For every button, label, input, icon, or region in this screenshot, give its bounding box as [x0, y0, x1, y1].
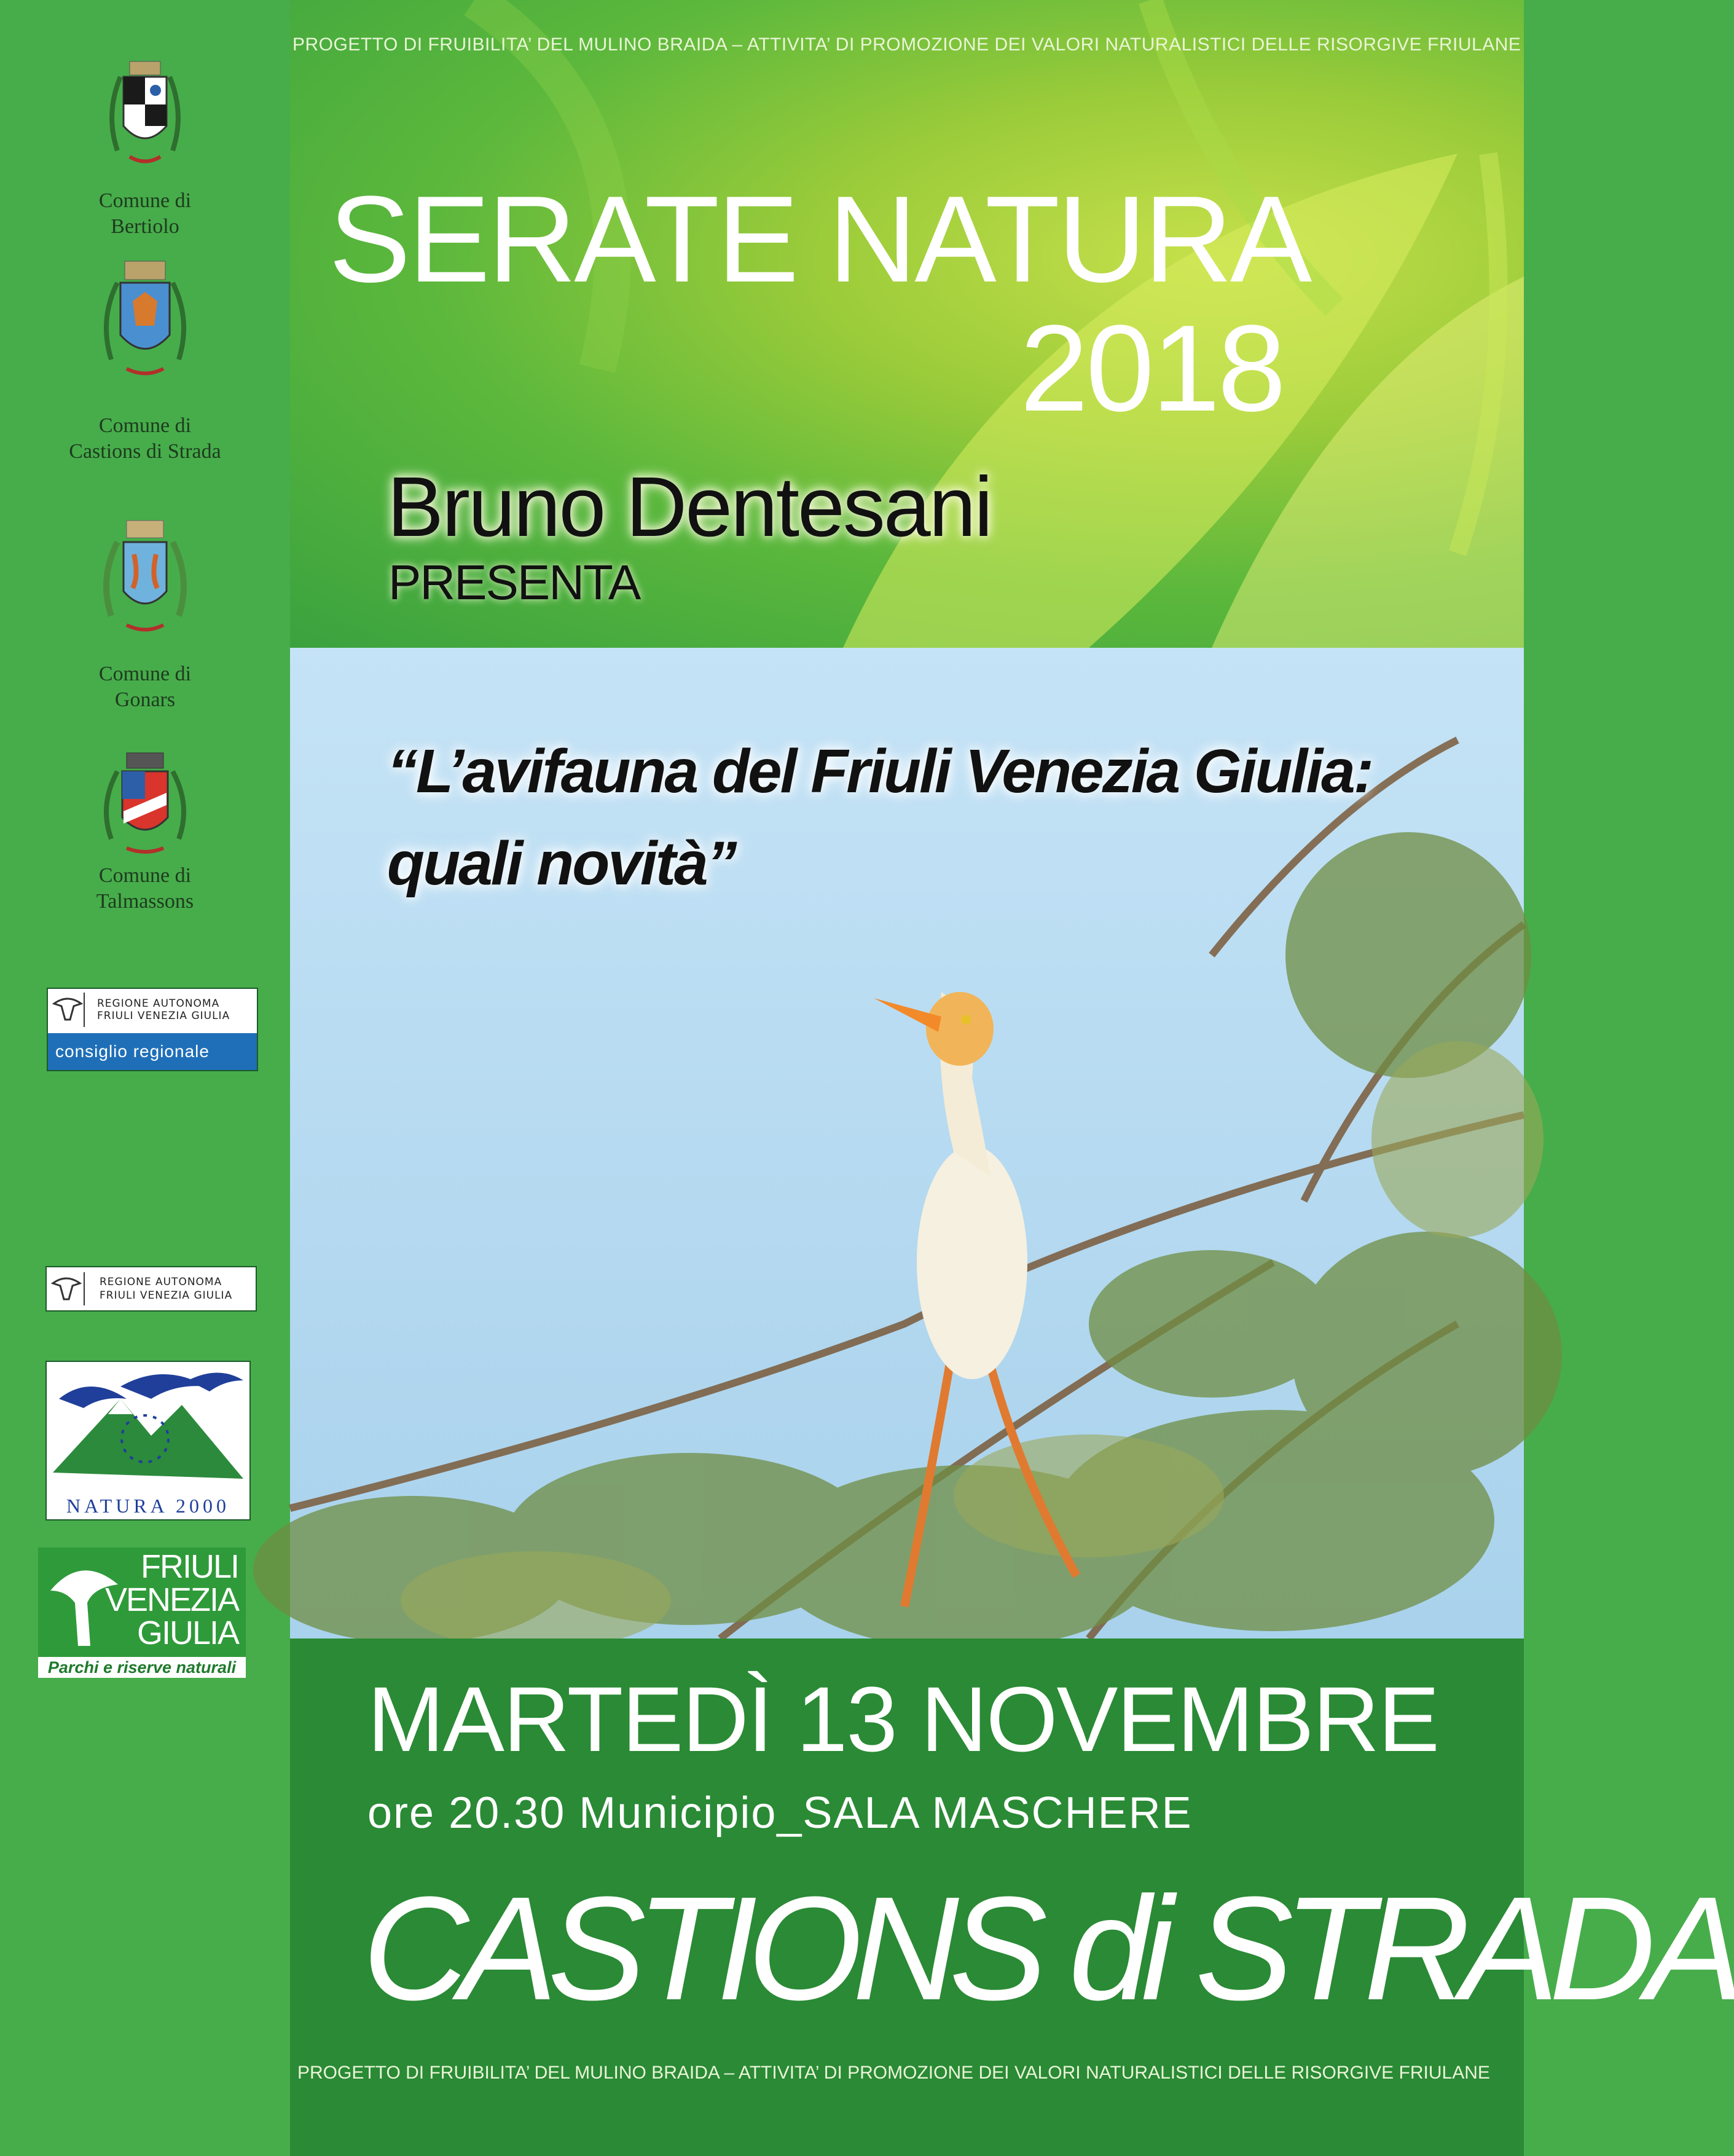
- bertiolo-crest-icon: [105, 58, 185, 175]
- consiglio-regionale-logo: [47, 988, 258, 1071]
- talk-title-line2: quali novità”: [387, 829, 736, 898]
- project-line-bottom: PROGETTO DI FRUIBILITA’ DEL MULINO BRAIDA – ATTIVITA’ DI PROMOZIONE DEI VALORI NATURALISTICI DELLE RISORGIVE FRIULANE: [297, 2063, 1490, 2083]
- presenter-name: Bruno Dentesani: [387, 460, 991, 554]
- event-time-venue: ore 20.30 Municipio_SALA MASCHERE: [367, 1788, 1193, 1838]
- parchi-line3: GIULIA: [136, 1615, 238, 1651]
- regione-fvg-logo: [45, 1266, 257, 1312]
- sidebar-logos: [0, 0, 290, 2156]
- parchi-line1: FRIULI: [140, 1548, 238, 1585]
- presents-label: PRESENTA: [388, 555, 640, 610]
- parchi-tagline: Parchi e riserve naturali: [47, 1658, 237, 1677]
- comune-talmassons-label: Comune di Talmassons: [96, 864, 194, 913]
- eagle-icon: [52, 993, 84, 1025]
- parchi-line2: VENEZIA: [104, 1581, 238, 1618]
- comune-bertiolo-label: Comune di Bertiolo: [98, 189, 192, 238]
- consiglio-band: [48, 1033, 257, 1070]
- event-series-title: SERATE NATURA: [329, 171, 1310, 308]
- regione-only-line2: FRIULI VENEZIA GIULIA: [100, 1289, 233, 1302]
- regione-only-line1: REGIONE AUTONOMA: [100, 1276, 222, 1288]
- gonars-crest-icon: [96, 517, 194, 640]
- parchi-fvg-logo: [38, 1548, 246, 1678]
- consiglio-band-label: consiglio regionale: [55, 1042, 210, 1061]
- event-series-year: 2018: [1020, 300, 1284, 437]
- castions-crest-icon: [99, 258, 191, 387]
- regione-line2: FRIULI VENEZIA GIULIA: [97, 1010, 230, 1022]
- event-date: MARTEDÌ 13 NOVEMBRE: [367, 1667, 1438, 1771]
- talmassons-crest-icon: [99, 750, 191, 860]
- talk-title-line1: “L’avifauna del Friuli Venezia Giulia:: [387, 737, 1373, 806]
- comune-gonars-label: Comune di Gonars: [98, 663, 192, 711]
- project-line-top: PROGETTO DI FRUIBILITA’ DEL MULINO BRAIDA – ATTIVITA’ DI PROMOZIONE DEI VALORI NATURALISTICI DELLE RISORGIVE FRIULANE: [292, 34, 1521, 55]
- event-town: CASTIONS di STRADA: [363, 1866, 1734, 2031]
- talk-title: [387, 725, 1372, 910]
- comune-castions-label: Comune di Castions di Strada: [69, 414, 221, 463]
- regione-line1: REGIONE AUTONOMA: [97, 997, 220, 1010]
- natura2000-label: NATURA 2000: [47, 1495, 249, 1519]
- eagle-icon: [50, 1272, 82, 1304]
- natura2000-logo: [45, 1361, 251, 1521]
- natura2000-emblem-icon: [47, 1362, 249, 1491]
- parchi-green-block: [38, 1548, 246, 1657]
